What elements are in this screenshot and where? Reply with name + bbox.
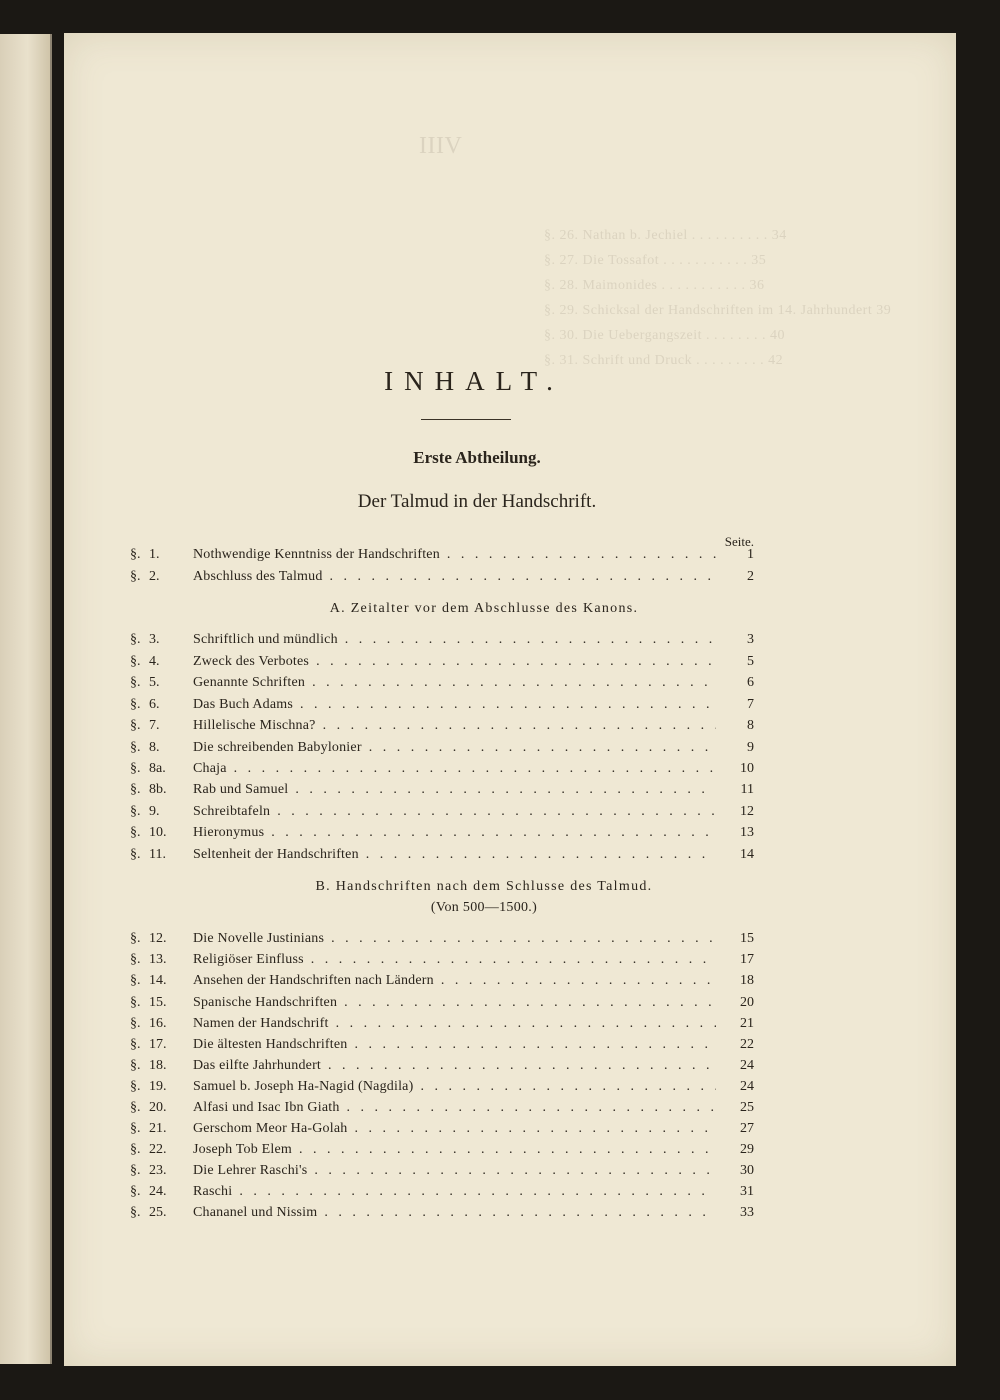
entry-page: 15: [740, 931, 754, 946]
entry-page: 21: [740, 1016, 754, 1031]
toc-entry[interactable]: [130, 1055, 754, 1076]
toc-entry[interactable]: [130, 1013, 754, 1034]
toc-entry[interactable]: [130, 1139, 754, 1160]
entry-page: 9: [747, 740, 754, 755]
section-sign: §.: [130, 675, 141, 690]
entry-number: 24.: [149, 1184, 167, 1199]
entry-page: 20: [740, 995, 754, 1010]
entry-title: Namen der Handschrift . . .: [193, 1013, 716, 1034]
entry-number: 8a.: [149, 761, 166, 776]
entry-page: 7: [747, 697, 754, 712]
section-sign: §.: [130, 931, 141, 946]
entry-page: 29: [740, 1142, 754, 1157]
page-column-label: Seite.: [724, 534, 754, 549]
entry-number: 11.: [149, 847, 166, 862]
entry-title: Die Novelle Justinians . . .: [193, 928, 716, 949]
entry-number: 9.: [149, 804, 160, 819]
entry-number: 14.: [149, 973, 167, 988]
entry-page: 6: [747, 675, 754, 690]
toc-entry[interactable]: [130, 758, 754, 779]
entry-page: 27: [740, 1121, 754, 1136]
entry-title: Raschi . . .: [193, 1181, 716, 1202]
entry-title: Seltenheit der Handschriften . . .: [193, 844, 716, 865]
bleed-through-text: §. 29. Schicksal der Handschriften im 14. Jahrhundert 39: [544, 303, 892, 318]
entry-page: 24: [740, 1079, 754, 1094]
section-sign: §.: [130, 804, 141, 819]
entry-title: Alfasi und Isac Ibn Giath . . .: [193, 1097, 716, 1118]
toc-entry[interactable]: [130, 992, 754, 1013]
toc-entry[interactable]: [130, 1160, 754, 1181]
toc-entry[interactable]: [130, 801, 754, 822]
part-heading: Erste Abtheilung.: [413, 448, 541, 467]
entry-page: 13: [740, 825, 754, 840]
entry-page: 18: [740, 973, 754, 988]
section-sign: §.: [130, 761, 141, 776]
section-sign: §.: [130, 1079, 141, 1094]
section-b-heading: B. Handschriften nach dem Schlusse des Talmud.: [315, 879, 653, 894]
entry-page: 1: [747, 547, 754, 562]
entry-number: 6.: [149, 697, 160, 712]
section-sign: §.: [130, 1121, 141, 1136]
section-sign: §.: [130, 825, 141, 840]
bleed-through-text: IIIV: [419, 133, 463, 159]
entry-title: Ansehen der Handschriften nach Ländern . . .: [193, 970, 716, 991]
entry-title: Hillelische Mischna? . . .: [193, 715, 716, 736]
section-sign: §.: [130, 740, 141, 755]
entry-number: 19.: [149, 1079, 167, 1094]
bleed-through-text: §. 27. Die Tossafot . . . . . . . . . . . 35: [544, 253, 767, 268]
toc-entry[interactable]: [130, 949, 754, 970]
document-page: [64, 33, 956, 1366]
section-sign: §.: [130, 995, 141, 1010]
page-title: INHALT.: [384, 366, 564, 396]
section-sign: §.: [130, 782, 141, 797]
entry-title: Nothwendige Kenntniss der Handschriften . . .: [193, 544, 716, 565]
section-sign: §.: [130, 632, 141, 647]
entry-page: 2: [747, 569, 754, 584]
section-b-subheading: (Von 500—1500.): [430, 900, 538, 915]
section-sign: §.: [130, 952, 141, 967]
entry-title: Die schreibenden Babylonier . . .: [193, 737, 716, 758]
entry-title: Spanische Handschriften . . .: [193, 992, 716, 1013]
entry-number: 8b.: [149, 782, 167, 797]
entry-number: 25.: [149, 1205, 167, 1220]
entry-page: 30: [740, 1163, 754, 1178]
entry-title: Die Lehrer Raschi's . . .: [193, 1160, 716, 1181]
entry-number: 2.: [149, 569, 160, 584]
entry-number: 7.: [149, 718, 160, 733]
entry-number: 4.: [149, 654, 160, 669]
toc-entry[interactable]: [130, 672, 754, 693]
entry-title: Samuel b. Joseph Ha-Nagid (Nagdila) . . .: [193, 1076, 716, 1097]
entry-number: 23.: [149, 1163, 167, 1178]
section-sign: §.: [130, 654, 141, 669]
title-rule: [421, 419, 511, 420]
entry-number: 5.: [149, 675, 160, 690]
toc-entry[interactable]: [130, 694, 754, 715]
section-sign: §.: [130, 847, 141, 862]
entry-page: 25: [740, 1100, 754, 1115]
entry-number: 20.: [149, 1100, 167, 1115]
toc-entry[interactable]: [130, 844, 754, 865]
entry-number: 22.: [149, 1142, 167, 1157]
entry-page: 24: [740, 1058, 754, 1073]
entry-number: 21.: [149, 1121, 167, 1136]
section-sign: §.: [130, 1205, 141, 1220]
section-sign: §.: [130, 1142, 141, 1157]
entry-page: 5: [747, 654, 754, 669]
entry-number: 13.: [149, 952, 167, 967]
entry-title: Abschluss des Talmud . . .: [193, 566, 716, 587]
entry-page: 14: [740, 847, 754, 862]
toc-entry[interactable]: [130, 1202, 754, 1223]
toc-entry[interactable]: [130, 822, 754, 843]
bleed-through-text: §. 31. Schrift und Druck . . . . . . . . . 42: [544, 353, 784, 368]
entry-number: 8.: [149, 740, 160, 755]
entry-title: Hieronymus . . .: [193, 822, 716, 843]
toc-entry[interactable]: [130, 544, 754, 565]
entry-page: 22: [740, 1037, 754, 1052]
entry-number: 16.: [149, 1016, 167, 1031]
entry-number: 17.: [149, 1037, 167, 1052]
entry-title: Schriftlich und mündlich . . .: [193, 629, 716, 650]
entry-title: Joseph Tob Elem . . .: [193, 1139, 716, 1160]
entry-number: 3.: [149, 632, 160, 647]
toc-entry[interactable]: [130, 1076, 754, 1097]
toc-entry[interactable]: [130, 737, 754, 758]
section-sign: §.: [130, 718, 141, 733]
toc-entry[interactable]: [130, 715, 754, 736]
entry-number: 18.: [149, 1058, 167, 1073]
entry-title: Rab und Samuel . . .: [193, 779, 716, 800]
entry-title: Das eilfte Jahrhundert . . .: [193, 1055, 716, 1076]
toc-entry[interactable]: [130, 779, 754, 800]
toc-entry[interactable]: [130, 928, 754, 949]
section-sign: §.: [130, 1163, 141, 1178]
entry-number: 15.: [149, 995, 167, 1010]
entry-number: 1.: [149, 547, 160, 562]
entry-page: 17: [740, 952, 754, 967]
entry-title: Die ältesten Handschriften . . .: [193, 1034, 716, 1055]
section-sign: §.: [130, 697, 141, 712]
entry-title: Chaja . . .: [193, 758, 716, 779]
toc-entry[interactable]: [130, 566, 754, 587]
entry-title: Schreibtafeln . . .: [193, 801, 716, 822]
toc-entry[interactable]: [130, 1118, 754, 1139]
part-subtitle: Der Talmud in der Handschrift.: [357, 491, 597, 512]
toc-entry[interactable]: [130, 1097, 754, 1118]
toc-entry[interactable]: [130, 1181, 754, 1202]
section-sign: §.: [130, 1100, 141, 1115]
entry-page: 31: [740, 1184, 754, 1199]
entry-page: 3: [747, 632, 754, 647]
entry-page: 11: [740, 782, 754, 797]
entry-page: 8: [747, 718, 754, 733]
bleed-through-text: §. 30. Die Uebergangszeit . . . . . . . . 40: [544, 328, 786, 343]
section-a-heading: A. Zeitalter vor dem Abschlusse des Kanons.: [329, 601, 639, 616]
toc-entry[interactable]: [130, 1034, 754, 1055]
section-sign: §.: [130, 547, 141, 562]
section-sign: §.: [130, 569, 141, 584]
toc-entry[interactable]: [130, 651, 754, 672]
entry-page: 10: [740, 761, 754, 776]
entry-title: Das Buch Adams . . .: [193, 694, 716, 715]
entry-title: Zweck des Verbotes . . .: [193, 651, 716, 672]
entry-page: 12: [740, 804, 754, 819]
entry-page: 33: [740, 1205, 754, 1220]
section-sign: §.: [130, 1058, 141, 1073]
adjacent-page-edge: [0, 34, 52, 1364]
toc-entry[interactable]: [130, 970, 754, 991]
bleed-through-text: §. 28. Maimonides . . . . . . . . . . . 36: [544, 278, 765, 293]
bleed-through-text: §. 26. Nathan b. Jechiel . . . . . . . . . . 34: [544, 228, 787, 243]
entry-title: Chananel und Nissim . . .: [193, 1202, 716, 1223]
entry-title: Religiöser Einfluss . . .: [193, 949, 716, 970]
entry-title: Genannte Schriften . . .: [193, 672, 716, 693]
toc-entry[interactable]: [130, 629, 754, 650]
section-sign: §.: [130, 1184, 141, 1199]
section-sign: §.: [130, 1016, 141, 1031]
entry-number: 12.: [149, 931, 167, 946]
section-sign: §.: [130, 973, 141, 988]
entry-title: Gerschom Meor Ha-Golah . . .: [193, 1118, 716, 1139]
entry-number: 10.: [149, 825, 167, 840]
section-sign: §.: [130, 1037, 141, 1052]
